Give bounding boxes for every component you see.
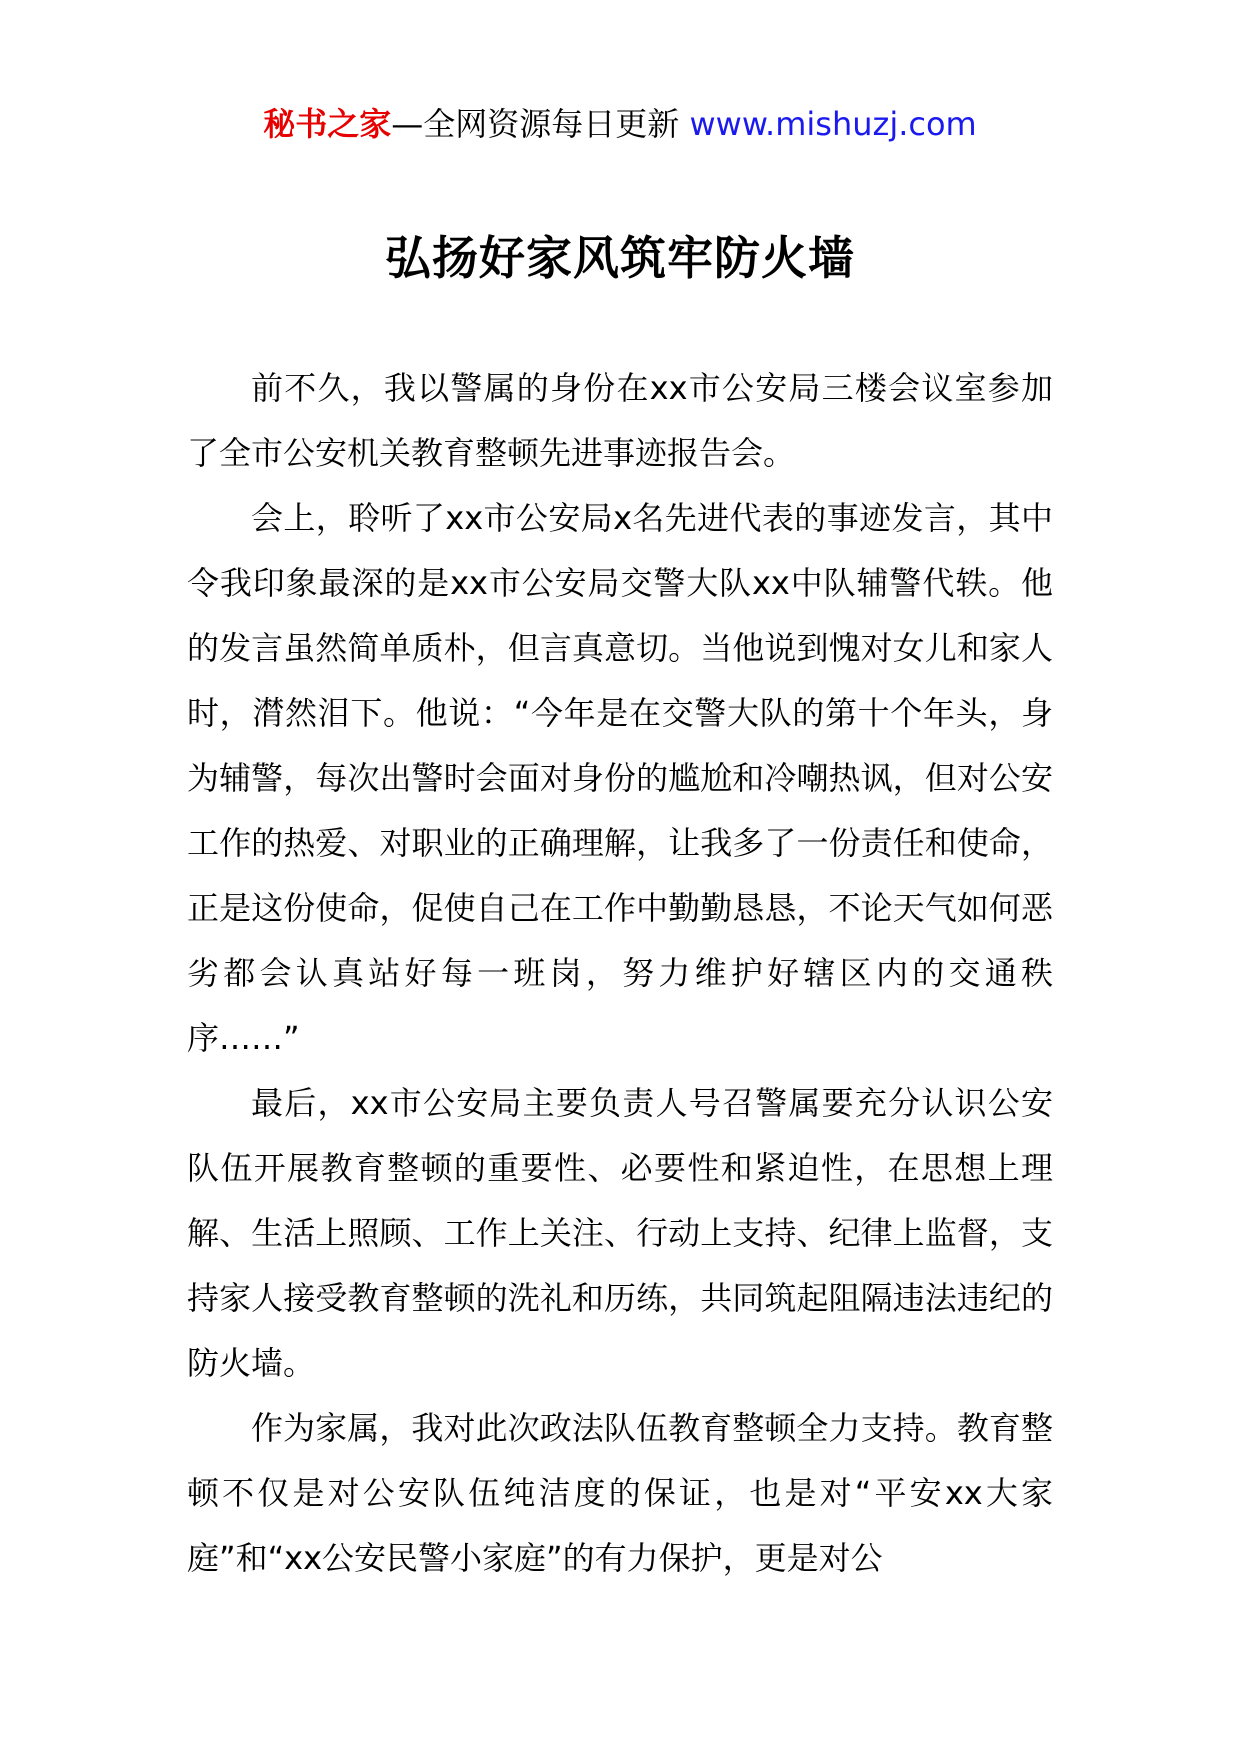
site-tagline: —全网资源每日更新 [391,105,680,143]
paragraph-3: 最后，xx市公安局主要负责人号召警属要充分认识公安队伍开展教育整顿的重要性、必要性和紧迫性，在思想上理解、生活上照顾、工作上关注、行动上支持、纪律上监督，支持家人接受教育整顿的洗礼和历练，共同筑起阻隔违法违纪的防火墙。 [187,1084,1053,1382]
site-brand: 秘书之家 [263,105,392,143]
document-body [187,356,1053,1591]
site-header [0,100,1240,148]
paragraph-4: 作为家属，我对此次政法队伍教育整顿全力支持。教育整顿不仅是对公安队伍纯洁度的保证，也是对“平安xx大家庭”和“xx公安民警小家庭”的有力保护，更是对公 [187,1409,1053,1577]
paragraph-2: 会上，聆听了xx市公安局x名先进代表的事迹发言，其中令我印象最深的是xx市公安局交警大队xx中队辅警代轶。他的发言虽然简单质朴，但言真意切。当他说到愧对女儿和家人时，潸然泪下。他说：“今年是在交警大队的第十个年头，身为辅警，每次出警时会面对身份的尴尬和冷嘲热讽，但对公安工作的热爱、对职业的正确理解，让我多了一份责任和使命，正是这份使命，促使自己在工作中勤勤恳恳，不论天气如何恶劣都会认真站好每一班岗，努力维护好辖区内的交通秩序……” [187,499,1053,1057]
site-url-link[interactable]: www.mishuzj.com [689,105,977,143]
paragraph-1: 前不久，我以警属的身份在xx市公安局三楼会议室参加了全市公安机关教育整顿先进事迹报告会。 [187,369,1053,472]
document-title: 弘扬好家风筑牢防火墙 [385,231,855,285]
